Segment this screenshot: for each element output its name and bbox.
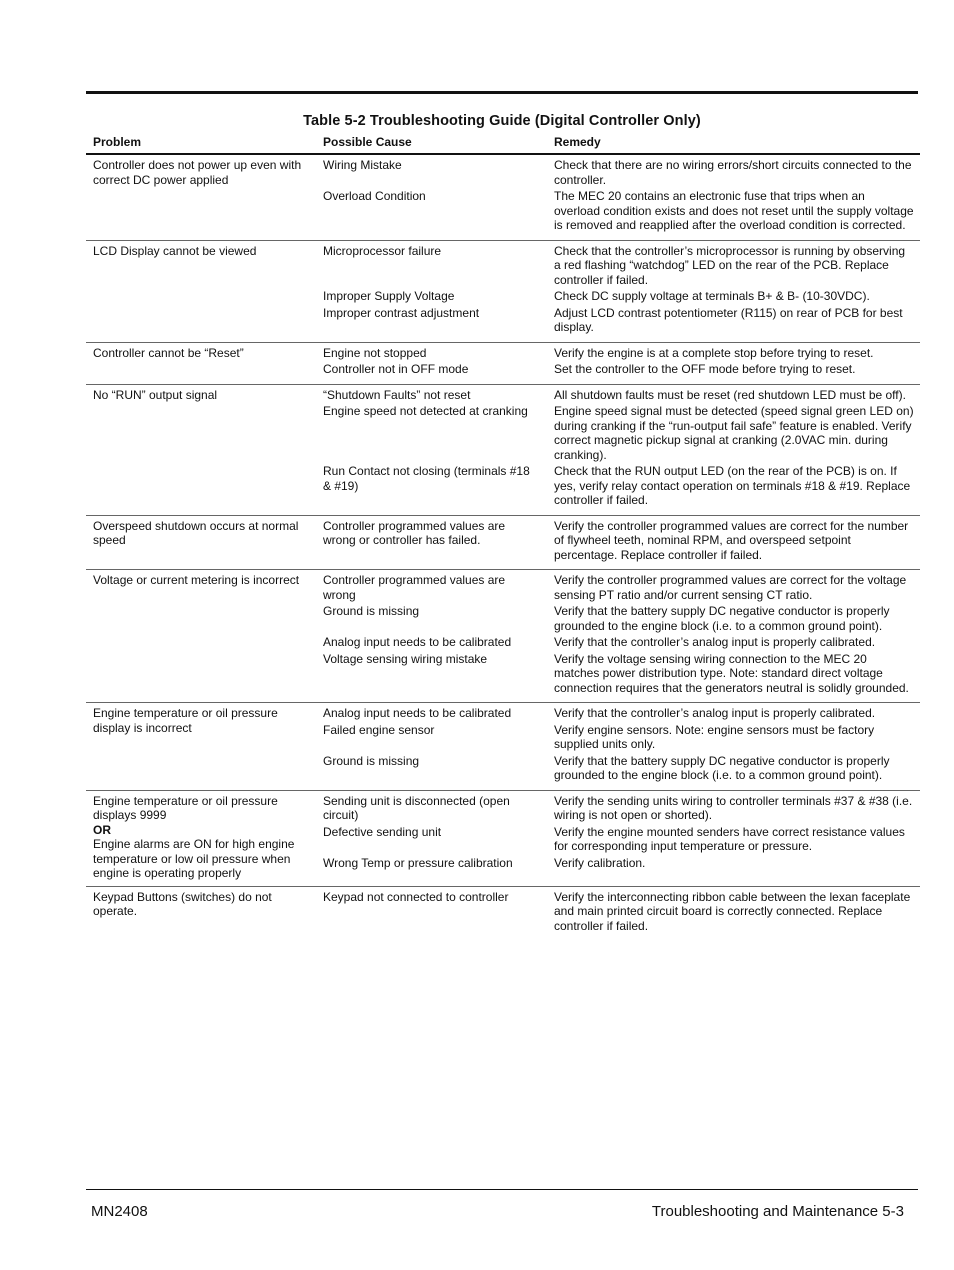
cause-remedy-pair — [316, 388, 920, 403]
problem-text: Engine temperature or oil pressure displays 9999 — [93, 793, 278, 822]
remedy-cell: Check DC supply voltage at terminals B+ & B- (10-30VDC). — [554, 289, 870, 303]
problem-text: LCD Display cannot be viewed — [93, 243, 257, 258]
remedy-cell: Engine speed signal must be detected (speed signal green LED on) during cranking if the “run-output fail safe” feature is enabled. Verify correct magnetic pickup signal at cranking (2.0VAC min. during cranking). — [554, 404, 914, 462]
problem-text: Overspeed shutdown occurs at normal speed — [93, 518, 299, 547]
problem-cell — [86, 706, 316, 785]
cause-remedy-pair — [316, 362, 920, 377]
cause-cell: Engine speed not detected at cranking — [323, 404, 528, 418]
cause-remedy-pair — [316, 346, 920, 361]
cause-remedy-pair — [316, 754, 920, 783]
table-row — [86, 791, 920, 887]
cause-cell: Wiring Mistake — [323, 158, 402, 172]
cause-remedy-group — [316, 158, 920, 235]
cause-cell: Voltage sensing wiring mistake — [323, 651, 488, 666]
cause-cell: Ground is missing — [323, 604, 420, 618]
cause-cell: Microprocessor failure — [323, 243, 442, 258]
table-row — [86, 703, 920, 791]
problem-text: Keypad Buttons (switches) do not operate. — [93, 889, 272, 918]
problem-cell — [86, 244, 316, 337]
cause-cell: Improper Supply Voltage — [323, 289, 455, 303]
problem-text: Engine temperature or oil pressure display is incorrect — [93, 706, 278, 735]
cause-remedy-pair — [316, 652, 920, 696]
cause-cell: Controller programmed values are wrong or controller has failed. — [323, 518, 506, 547]
header-remedy: Remedy — [554, 135, 601, 149]
remedy-cell: Set the controller to the OFF mode before trying to reset. — [554, 362, 856, 376]
cause-remedy-pair — [316, 244, 920, 288]
bottom-rule — [86, 1189, 918, 1190]
cause-cell: Run Contact not closing (terminals #18 & #19) — [323, 464, 530, 493]
remedy-cell: Check that there are no wiring errors/short circuits connected to the controller. — [554, 158, 912, 187]
cause-remedy-pair — [316, 189, 920, 233]
table-body — [86, 155, 920, 940]
remedy-cell: Verify the controller programmed values are correct for the number of flywheel teeth, nominal RPM, and overspeed setpoint percentage. Replace controller if failed. — [554, 518, 909, 562]
cause-remedy-group — [316, 706, 920, 785]
troubleshooting-table — [86, 134, 920, 940]
problem-text: Controller cannot be “Reset” — [93, 345, 244, 360]
remedy-cell: Adjust LCD contrast potentiometer (R115) on rear of PCB for best display. — [554, 305, 903, 334]
cause-cell: Controller not in OFF mode — [323, 362, 469, 376]
remedy-cell: Verify the engine is at a complete stop before trying to reset. — [554, 345, 874, 360]
cause-remedy-pair — [316, 794, 920, 823]
problem-cell — [86, 346, 316, 379]
problem-cell — [86, 573, 316, 697]
cause-cell: Sending unit is disconnected (open circuit) — [323, 793, 510, 822]
remedy-cell: Check that the controller’s microprocessor is running by observing a red flashing “watchdog” LED on the rear of the PCB. Replace controller if failed. — [554, 243, 906, 287]
cause-remedy-pair — [316, 306, 920, 335]
problem-text: Voltage or current metering is incorrect — [93, 573, 300, 587]
problem-cell — [86, 388, 316, 510]
table-header — [86, 134, 920, 155]
page-label: Troubleshooting and Maintenance 5-3 — [651, 1203, 904, 1220]
problem-text: Controller does not power up even with correct DC power applied — [93, 158, 302, 187]
remedy-cell: Verify the voltage sensing wiring connection to the MEC 20 matches power distribution type. Note: standard direct voltage connection requires that the generators neutral is solidly grounded. — [554, 651, 909, 695]
remedy-cell: Verify the controller programmed values are correct for the voltage sensing PT ratio and/or current sensing CT ratio. — [554, 573, 907, 602]
remedy-cell: Verify calibration. — [554, 855, 646, 870]
problem-cell — [86, 519, 316, 565]
top-rule — [86, 91, 918, 94]
table-row — [86, 887, 920, 941]
cause-cell: Improper contrast adjustment — [323, 305, 480, 320]
header-cause: Possible Cause — [323, 135, 412, 149]
cause-cell: Engine not stopped — [323, 345, 427, 360]
cause-remedy-group — [316, 573, 920, 697]
remedy-cell: Verify that the battery supply DC negative conductor is properly grounded to the engine block (i.e. to a common ground point). — [554, 753, 890, 782]
cause-remedy-pair — [316, 604, 920, 633]
remedy-cell: Verify that the battery supply DC negative conductor is properly grounded to the engine block (i.e. to a common ground point). — [554, 604, 890, 633]
cause-remedy-group — [316, 794, 920, 881]
remedy-cell: Verify engine sensors. Note: engine sensors must be factory supplied units only. — [554, 722, 875, 751]
cause-cell: “Shutdown Faults” not reset — [323, 387, 471, 402]
table-row — [86, 570, 920, 703]
remedy-cell: Verify the engine mounted senders have correct resistance values for corresponding input temperature or pressure. — [554, 824, 905, 853]
cause-remedy-pair — [316, 519, 920, 563]
cause-remedy-group — [316, 388, 920, 510]
cause-remedy-pair — [316, 573, 920, 602]
cause-remedy-pair — [316, 404, 920, 462]
problem-text: Engine alarms are ON for high engine temperature or low oil pressure when engine is operating properly — [93, 837, 295, 880]
cause-remedy-pair — [316, 856, 920, 871]
cause-remedy-pair — [316, 890, 920, 934]
cause-cell: Failed engine sensor — [323, 722, 435, 737]
cause-cell: Controller programmed values are wrong — [323, 573, 506, 602]
cause-remedy-group — [316, 519, 920, 565]
or-separator: OR — [93, 822, 111, 837]
cause-remedy-pair — [316, 158, 920, 187]
problem-text: No “RUN” output signal — [93, 387, 218, 402]
table-row — [86, 385, 920, 516]
remedy-cell: Verify that the controller’s analog input is properly calibrated. — [554, 706, 876, 720]
cause-remedy-pair — [316, 706, 920, 721]
table-title: Table 5-2 Troubleshooting Guide (Digital Controller Only) — [303, 113, 701, 129]
cause-remedy-pair — [316, 825, 920, 854]
cause-remedy-pair — [316, 723, 920, 752]
problem-cell — [86, 890, 316, 936]
cause-remedy-group — [316, 244, 920, 337]
table-row — [86, 241, 920, 343]
cause-cell: Analog input needs to be calibrated — [323, 706, 512, 720]
cause-remedy-group — [316, 346, 920, 379]
cause-remedy-pair — [316, 464, 920, 508]
cause-cell: Keypad not connected to controller — [323, 889, 509, 904]
table-row — [86, 343, 920, 385]
cause-cell: Defective sending unit — [323, 824, 442, 839]
remedy-cell: Verify the interconnecting ribbon cable between the lexan faceplate and main printed circuit board is correctly connected. Replace controller if failed. — [554, 889, 911, 933]
table-row — [86, 516, 920, 571]
remedy-cell: Check that the RUN output LED (on the rear of the PCB) is on. If yes, verify relay contact operation on terminals #18 & #19. Replace controller if failed. — [554, 464, 911, 507]
table-row — [86, 155, 920, 241]
manual-number: MN2408 — [91, 1203, 148, 1220]
problem-cell — [86, 158, 316, 235]
cause-cell: Ground is missing — [323, 753, 420, 768]
cause-cell: Wrong Temp or pressure calibration — [323, 855, 513, 870]
cause-remedy-pair — [316, 289, 920, 304]
remedy-cell: Verify that the controller’s analog input is properly calibrated. — [554, 635, 876, 649]
remedy-cell: The MEC 20 contains an electronic fuse that trips when an overload condition exists and does not reset until the supply voltage is removed and reapplied after the overload condition is corrected. — [554, 189, 914, 232]
remedy-cell: All shutdown faults must be reset (red shutdown LED must be off). — [554, 387, 906, 402]
cause-remedy-pair — [316, 635, 920, 650]
problem-cell — [86, 794, 316, 881]
cause-cell: Analog input needs to be calibrated — [323, 635, 512, 649]
cause-cell: Overload Condition — [323, 189, 426, 203]
header-problem: Problem — [93, 135, 142, 149]
remedy-cell: Verify the sending units wiring to controller terminals #37 & #38 (i.e. wiring is not open or shorted). — [554, 793, 913, 822]
cause-remedy-group — [316, 890, 920, 936]
